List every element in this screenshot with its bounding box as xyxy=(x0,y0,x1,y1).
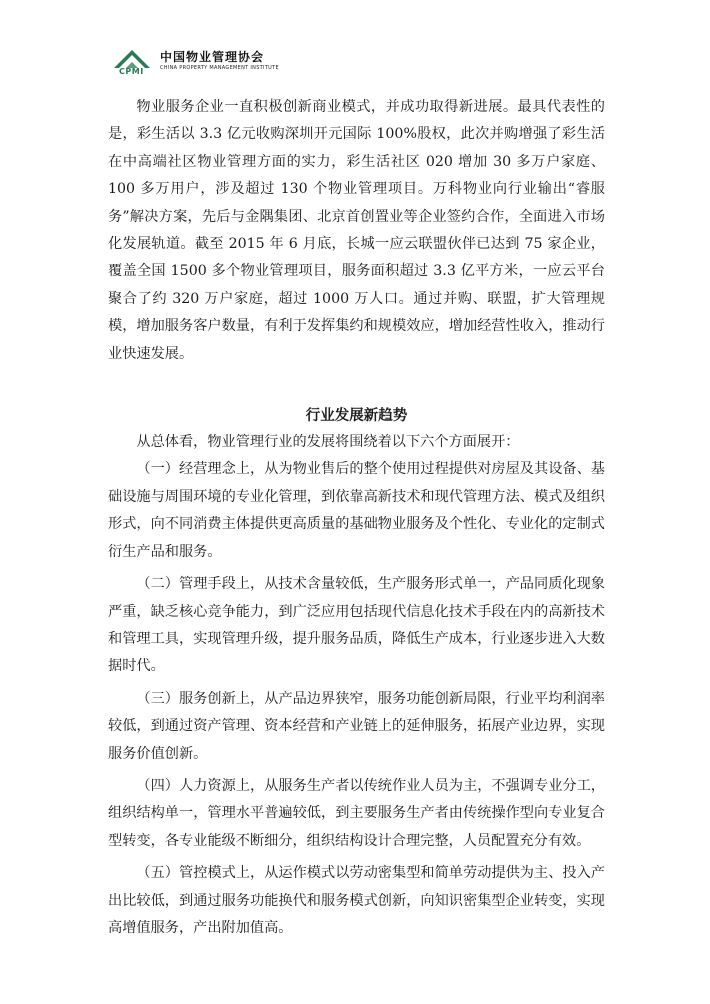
organization-name xyxy=(160,50,279,72)
paragraph-business-model: 物业服务企业一直积极创新商业模式，并成功取得新进展。最具代表性的是，彩生活以 3.3 亿元收购深圳开元国际 100%股权，此次并购增强了彩生活在中高端社区物业管理方面的实力，彩生活社区 020 增加 30 多万户家庭、100 多万用户，涉及超过 130 个物业管理项目。万科物业向行业输出“睿服务”解决方案，先后与金隅集团、北京首创置业等企业签约合作，全面进入市场化发展轨道。截至 2015 年 6 月底，长城一应云联盟伙伴已达到 75 家企业，覆盖全国 1500 多个物业管理项目，服务面积超过 3.3 亿平方米，一应云平台聚合了约 320 万户家庭，超过 1000 万人口。通过并购、联盟，扩大管理规模，增加服务客户数量，有利于发挥集约和规模效应，增加经营性收入，推动行业快速发展。 xyxy=(108,99,605,362)
section-title: 行业发展新趋势 xyxy=(305,407,408,425)
org-name-chinese: 中国物业管理协会 xyxy=(160,50,265,64)
logo-abbreviation: CPMI xyxy=(119,67,144,76)
org-name-english: CHINA PROPERTY MANAGEMENT INSTITUTE xyxy=(160,65,279,71)
trends-intro: 从总体看，物业管理行业的发展将围绕着以下六个方面展开： xyxy=(136,434,520,451)
trend-item-4: （四）人力资源上，从服务生产者以传统作业人员为主，不强调专业分工，组织结构单一，管理水平普遍较低，到主要服务生产者由传统操作型向专业复合型转变，各专业能级不断细分，组织结构设计合理完整，人员配置充分有效。 xyxy=(108,777,605,849)
document-body xyxy=(108,94,605,947)
cpmi-logo xyxy=(112,46,156,80)
trend-item-5: （五）管控模式上，从运作模式以劳动密集型和简单劳动提供为主、投入产出比较低，到通过服务功能换代和服务模式创新，向知识密集型企业转变，实现高增值服务，产出附加值高。 xyxy=(108,865,605,936)
trend-item-1: （一）经营理念上，从为物业售后的整个使用过程提供对房屋及其设备、基础设施与周围环境的专业化管理，到依靠高新技术和现代管理方法、模式及组织形式，向不同消费主体提供更高质量的基础物业服务及个性化、专业化的定制式衍生产品和服务。 xyxy=(108,461,605,560)
trend-item-2: （二）管理手段上，从技术含量较低，生产服务形式单一，产品同质化现象严重，缺乏核心竞争能力，到广泛应用包括现代信息化技术手段在内的高新技术和管理工具，实现管理升级，提升服务品质，降低生产成本，行业逐步进入大数据时代。 xyxy=(108,576,605,675)
trend-item-3: （三）服务创新上，从产品边界狭窄，服务功能创新局限，行业平均利润率较低，到通过资产管理、资本经营和产业链上的延伸服务，拓展产业边界，实现服务价值创新。 xyxy=(108,690,605,762)
page-header xyxy=(112,46,279,82)
